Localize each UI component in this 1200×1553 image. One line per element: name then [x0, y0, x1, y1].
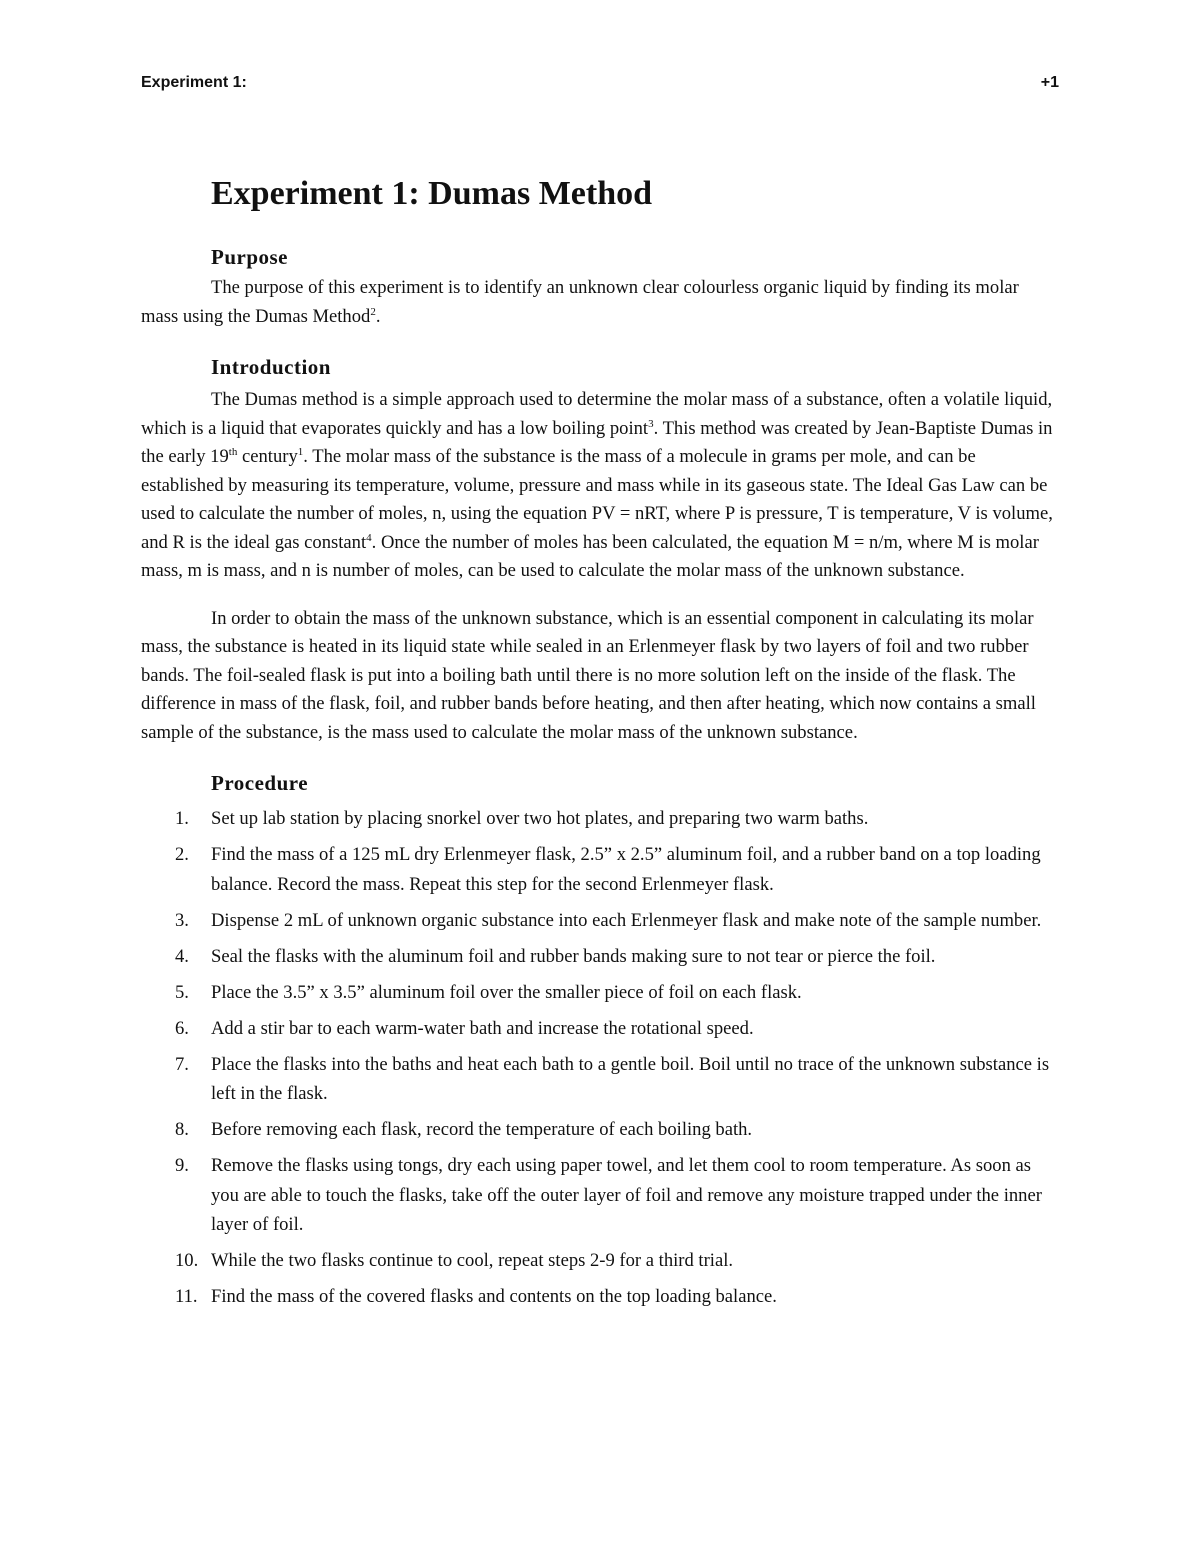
- procedure-step: [141, 1246, 1059, 1276]
- introduction-paragraph-1: [141, 386, 1059, 586]
- step-number: 6.: [175, 1017, 189, 1039]
- ordinal-suffix: th: [228, 446, 238, 458]
- step-number: 3.: [175, 909, 189, 931]
- header-title: Experiment 1:: [141, 74, 247, 91]
- step-number: 10.: [175, 1250, 199, 1271]
- procedure-step: [141, 1050, 1059, 1109]
- introduction-heading: Introduction: [211, 355, 331, 379]
- procedure-list: [141, 804, 1059, 1312]
- procedure-step: [141, 1282, 1059, 1312]
- procedure-step: [141, 804, 1059, 834]
- step-number: 8.: [175, 1119, 189, 1140]
- citation-ref: 2: [370, 305, 376, 318]
- purpose-paragraph: [141, 274, 1059, 331]
- step-text: Set up lab station by placing snorkel over two hot plates, and preparing two warm baths.: [211, 808, 869, 829]
- step-text: Add a stir bar to each warm-water bath and increase the rotational speed.: [211, 1017, 754, 1039]
- step-number: 5.: [175, 981, 189, 1003]
- intro-text-c: century: [237, 446, 298, 467]
- step-text: Remove the flasks using tongs, dry each using paper towel, and let them cool to room temperature. As soon as you are able to touch the flasks, take off the outer layer of foil and remove any moisture trapped under the inner layer of foil.: [211, 1155, 1042, 1235]
- step-text: Find the mass of a 125 mL dry Erlenmeyer flask, 2.5” x 2.5” aluminum foil, and a rubber band on a top loading balance. Record the mass. Repeat this step for the second Erlenmeyer flask.: [211, 844, 1041, 895]
- intro-text-d: . The molar mass of the substance is the mass of a molecule in grams per mole, and can be established by measuring its temperature, volume, pressure and mass while in its gaseous state. The Ideal Gas Law can be used to calculate the number of moles, n, using the equation PV = nRT, where P is pressure, T is temperature, V is volume, and R is the ideal gas constant: [141, 446, 1053, 553]
- step-text: Seal the flasks with the aluminum foil and rubber bands making sure to not tear or pierce the foil.: [211, 945, 936, 967]
- procedure-step: [141, 942, 1059, 972]
- step-number: 4.: [175, 945, 189, 967]
- introduction-paragraph-2: In order to obtain the mass of the unknown substance, which is an essential component in calculating its molar mass, the substance is heated in its liquid state while sealed in an Erlenmeyer flask by two layers of foil and two rubber bands. The foil-sealed flask is put into a boiling bath until there is no more solution left on the inside of the flask. The difference in mass of the flask, foil, and rubber bands before heating, and then after heating, which now contains a small sample of the substance, is the mass used to calculate the molar mass of the unknown substance.: [141, 607, 1036, 743]
- step-text: Find the mass of the covered flasks and contents on the top loading balance.: [211, 1286, 777, 1307]
- header-page-marker: +1: [1040, 74, 1059, 91]
- procedure-heading: Procedure: [211, 771, 309, 795]
- step-text: Place the flasks into the baths and heat each bath to a gentle boil. Boil until no trace of the unknown substance is left in the flask.: [211, 1053, 1050, 1104]
- citation-ref: 1: [297, 446, 304, 458]
- running-header: [141, 74, 1059, 96]
- step-text: Before removing each flask, record the temperature of each boiling bath.: [211, 1119, 753, 1140]
- procedure-step: [141, 1151, 1059, 1240]
- procedure-step: [141, 906, 1059, 936]
- intro-text-a: The Dumas method is a simple approach used to determine the molar mass of a substance, often a volatile liquid, which is a liquid that evaporates quickly and has a low boiling point: [141, 389, 1053, 439]
- document-body: [141, 172, 1059, 1318]
- step-number: 9.: [175, 1155, 189, 1176]
- purpose-text-end: .: [375, 305, 381, 327]
- step-text: While the two flasks continue to cool, repeat steps 2-9 for a third trial.: [211, 1250, 734, 1271]
- intro-text-e: . Once the number of moles has been calculated, the equation M = n/m, where M is molar mass, m is mass, and n is number of moles, can be used to calculate the molar mass of the unknown substance.: [141, 531, 1039, 581]
- procedure-step: [141, 978, 1059, 1008]
- procedure-step: [141, 1014, 1059, 1044]
- procedure-step: [141, 840, 1059, 899]
- step-number: 2.: [175, 844, 189, 865]
- purpose-text: The purpose of this experiment is to identify an unknown clear colourless organic liquid by finding its molar mass using the Dumas Method: [141, 277, 1019, 327]
- procedure-step: [141, 1115, 1059, 1145]
- intro-text-b: . This method was created by Jean-Baptiste Dumas in the early 19: [141, 417, 1053, 467]
- step-number: 1.: [175, 808, 189, 829]
- step-number: 11.: [175, 1286, 198, 1307]
- step-text: Place the 3.5” x 3.5” aluminum foil over the smaller piece of foil on each flask.: [211, 981, 802, 1003]
- citation-ref: 3: [648, 417, 654, 430]
- step-number: 7.: [175, 1053, 189, 1075]
- purpose-heading: Purpose: [211, 245, 288, 269]
- step-text: Dispense 2 mL of unknown organic substance into each Erlenmeyer flask and make note of the sample number.: [211, 909, 1042, 931]
- document-title: Experiment 1: Dumas Method: [211, 175, 653, 212]
- citation-ref: 4: [366, 531, 372, 544]
